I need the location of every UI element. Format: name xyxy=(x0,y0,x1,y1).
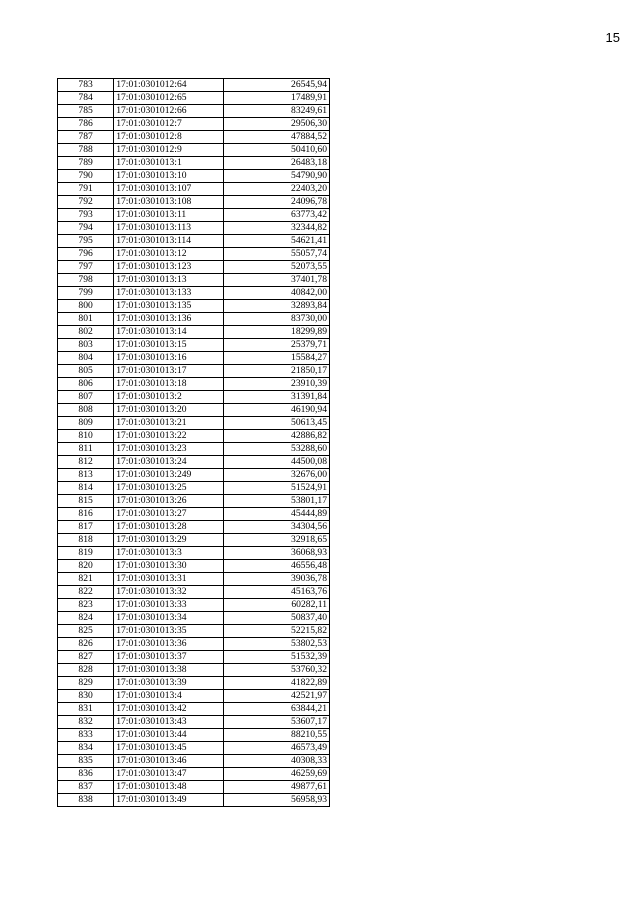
cadastral-number-cell: 17:01:0301012:7 xyxy=(114,118,223,131)
cadastral-value-cell: 45163,76 xyxy=(223,586,329,599)
table-row xyxy=(58,248,330,261)
cadastral-value-cell: 15584,27 xyxy=(223,352,329,365)
cadastral-number-cell: 17:01:0301013:12 xyxy=(114,248,223,261)
cadastral-value-cell: 32676,00 xyxy=(223,469,329,482)
table-row xyxy=(58,599,330,612)
table-row xyxy=(58,742,330,755)
row-number-cell: 822 xyxy=(58,586,114,599)
table-row xyxy=(58,586,330,599)
table-row xyxy=(58,404,330,417)
cadastral-value-cell: 32893,84 xyxy=(223,300,329,313)
table-row xyxy=(58,274,330,287)
cadastral-value-cell: 32344,82 xyxy=(223,222,329,235)
cadastral-value-cell: 46556,48 xyxy=(223,560,329,573)
cadastral-number-cell: 17:01:0301013:24 xyxy=(114,456,223,469)
cadastral-value-cell: 46190,94 xyxy=(223,404,329,417)
row-number-cell: 816 xyxy=(58,508,114,521)
table-row xyxy=(58,105,330,118)
table-row xyxy=(58,170,330,183)
table-row xyxy=(58,612,330,625)
row-number-cell: 814 xyxy=(58,482,114,495)
cadastral-value-cell: 83249,61 xyxy=(223,105,329,118)
table-row xyxy=(58,235,330,248)
page-number: 15 xyxy=(605,30,620,45)
cadastral-number-cell: 17:01:0301013:37 xyxy=(114,651,223,664)
row-number-cell: 786 xyxy=(58,118,114,131)
table-row xyxy=(58,131,330,144)
table-row xyxy=(58,196,330,209)
cadastral-number-cell: 17:01:0301013:114 xyxy=(114,235,223,248)
row-number-cell: 803 xyxy=(58,339,114,352)
row-number-cell: 799 xyxy=(58,287,114,300)
table-row xyxy=(58,183,330,196)
cadastral-value-table xyxy=(57,78,330,807)
cadastral-number-cell: 17:01:0301013:28 xyxy=(114,521,223,534)
table-row xyxy=(58,313,330,326)
cadastral-number-cell: 17:01:0301013:123 xyxy=(114,261,223,274)
cadastral-number-cell: 17:01:0301013:25 xyxy=(114,482,223,495)
row-number-cell: 819 xyxy=(58,547,114,560)
table-row xyxy=(58,469,330,482)
cadastral-value-cell: 52215,82 xyxy=(223,625,329,638)
cadastral-value-cell: 53288,60 xyxy=(223,443,329,456)
table-row xyxy=(58,508,330,521)
cadastral-number-cell: 17:01:0301013:38 xyxy=(114,664,223,677)
row-number-cell: 783 xyxy=(58,79,114,92)
row-number-cell: 801 xyxy=(58,313,114,326)
cadastral-value-cell: 60282,11 xyxy=(223,599,329,612)
row-number-cell: 811 xyxy=(58,443,114,456)
cadastral-value-cell: 53801,17 xyxy=(223,495,329,508)
row-number-cell: 812 xyxy=(58,456,114,469)
row-number-cell: 787 xyxy=(58,131,114,144)
cadastral-value-cell: 50613,45 xyxy=(223,417,329,430)
cadastral-value-cell: 37401,78 xyxy=(223,274,329,287)
cadastral-value-cell: 88210,55 xyxy=(223,729,329,742)
cadastral-value-cell: 63773,42 xyxy=(223,209,329,222)
table-body xyxy=(58,79,330,807)
table-row xyxy=(58,755,330,768)
table-row xyxy=(58,443,330,456)
cadastral-number-cell: 17:01:0301013:35 xyxy=(114,625,223,638)
table-row xyxy=(58,521,330,534)
cadastral-number-cell: 17:01:0301013:22 xyxy=(114,430,223,443)
table-row xyxy=(58,417,330,430)
row-number-cell: 813 xyxy=(58,469,114,482)
cadastral-value-cell: 63844,21 xyxy=(223,703,329,716)
cadastral-number-cell: 17:01:0301013:21 xyxy=(114,417,223,430)
row-number-cell: 837 xyxy=(58,781,114,794)
cadastral-value-cell: 51532,39 xyxy=(223,651,329,664)
cadastral-number-cell: 17:01:0301013:136 xyxy=(114,313,223,326)
table-row xyxy=(58,690,330,703)
cadastral-number-cell: 17:01:0301013:15 xyxy=(114,339,223,352)
row-number-cell: 796 xyxy=(58,248,114,261)
cadastral-number-cell: 17:01:0301012:65 xyxy=(114,92,223,105)
row-number-cell: 785 xyxy=(58,105,114,118)
table-row xyxy=(58,547,330,560)
row-number-cell: 792 xyxy=(58,196,114,209)
cadastral-number-cell: 17:01:0301013:31 xyxy=(114,573,223,586)
row-number-cell: 826 xyxy=(58,638,114,651)
cadastral-value-cell: 49877,61 xyxy=(223,781,329,794)
cadastral-value-cell: 24096,78 xyxy=(223,196,329,209)
row-number-cell: 825 xyxy=(58,625,114,638)
cadastral-number-cell: 17:01:0301013:14 xyxy=(114,326,223,339)
cadastral-number-cell: 17:01:0301013:107 xyxy=(114,183,223,196)
cadastral-number-cell: 17:01:0301013:42 xyxy=(114,703,223,716)
row-number-cell: 784 xyxy=(58,92,114,105)
table-row xyxy=(58,209,330,222)
cadastral-value-cell: 47884,52 xyxy=(223,131,329,144)
cadastral-number-cell: 17:01:0301013:133 xyxy=(114,287,223,300)
table-row xyxy=(58,287,330,300)
cadastral-number-cell: 17:01:0301013:39 xyxy=(114,677,223,690)
cadastral-value-cell: 45444,89 xyxy=(223,508,329,521)
table-row xyxy=(58,560,330,573)
cadastral-number-cell: 17:01:0301013:16 xyxy=(114,352,223,365)
cadastral-number-cell: 17:01:0301013:34 xyxy=(114,612,223,625)
cadastral-value-cell: 42886,82 xyxy=(223,430,329,443)
cadastral-number-cell: 17:01:0301013:49 xyxy=(114,794,223,807)
row-number-cell: 820 xyxy=(58,560,114,573)
cadastral-value-cell: 46573,49 xyxy=(223,742,329,755)
cadastral-number-cell: 17:01:0301013:45 xyxy=(114,742,223,755)
row-number-cell: 832 xyxy=(58,716,114,729)
table-row xyxy=(58,625,330,638)
cadastral-number-cell: 17:01:0301013:18 xyxy=(114,378,223,391)
row-number-cell: 806 xyxy=(58,378,114,391)
cadastral-number-cell: 17:01:0301012:66 xyxy=(114,105,223,118)
cadastral-number-cell: 17:01:0301013:32 xyxy=(114,586,223,599)
row-number-cell: 838 xyxy=(58,794,114,807)
table-row xyxy=(58,703,330,716)
table-row xyxy=(58,300,330,313)
row-number-cell: 788 xyxy=(58,144,114,157)
row-number-cell: 821 xyxy=(58,573,114,586)
cadastral-value-cell: 54621,41 xyxy=(223,235,329,248)
table-row xyxy=(58,365,330,378)
cadastral-value-cell: 41822,89 xyxy=(223,677,329,690)
cadastral-value-cell: 53607,17 xyxy=(223,716,329,729)
table-row xyxy=(58,677,330,690)
table-row xyxy=(58,729,330,742)
table-row xyxy=(58,534,330,547)
cadastral-value-cell: 50410,60 xyxy=(223,144,329,157)
cadastral-value-cell: 21850,17 xyxy=(223,365,329,378)
cadastral-number-cell: 17:01:0301013:17 xyxy=(114,365,223,378)
cadastral-value-cell: 46259,69 xyxy=(223,768,329,781)
table-row xyxy=(58,664,330,677)
cadastral-value-cell: 56958,93 xyxy=(223,794,329,807)
cadastral-value-cell: 39036,78 xyxy=(223,573,329,586)
row-number-cell: 831 xyxy=(58,703,114,716)
cadastral-number-cell: 17:01:0301013:3 xyxy=(114,547,223,560)
row-number-cell: 815 xyxy=(58,495,114,508)
cadastral-value-cell: 51524,91 xyxy=(223,482,329,495)
cadastral-value-cell: 55057,74 xyxy=(223,248,329,261)
table-row xyxy=(58,768,330,781)
row-number-cell: 798 xyxy=(58,274,114,287)
row-number-cell: 834 xyxy=(58,742,114,755)
table-row xyxy=(58,391,330,404)
cadastral-value-cell: 26545,94 xyxy=(223,79,329,92)
cadastral-number-cell: 17:01:0301013:1 xyxy=(114,157,223,170)
cadastral-number-cell: 17:01:0301012:8 xyxy=(114,131,223,144)
row-number-cell: 795 xyxy=(58,235,114,248)
cadastral-value-cell: 83730,00 xyxy=(223,313,329,326)
table-row xyxy=(58,326,330,339)
row-number-cell: 830 xyxy=(58,690,114,703)
cadastral-value-cell: 53802,53 xyxy=(223,638,329,651)
table-row xyxy=(58,781,330,794)
row-number-cell: 804 xyxy=(58,352,114,365)
row-number-cell: 833 xyxy=(58,729,114,742)
row-number-cell: 809 xyxy=(58,417,114,430)
table-row xyxy=(58,352,330,365)
table-row xyxy=(58,638,330,651)
cadastral-value-cell: 42521,97 xyxy=(223,690,329,703)
cadastral-value-cell: 22403,20 xyxy=(223,183,329,196)
row-number-cell: 829 xyxy=(58,677,114,690)
cadastral-value-cell: 31391,84 xyxy=(223,391,329,404)
cadastral-value-cell: 52073,55 xyxy=(223,261,329,274)
cadastral-number-cell: 17:01:0301013:11 xyxy=(114,209,223,222)
row-number-cell: 818 xyxy=(58,534,114,547)
row-number-cell: 808 xyxy=(58,404,114,417)
cadastral-number-cell: 17:01:0301012:64 xyxy=(114,79,223,92)
table-row xyxy=(58,79,330,92)
cadastral-number-cell: 17:01:0301013:108 xyxy=(114,196,223,209)
cadastral-number-cell: 17:01:0301013:43 xyxy=(114,716,223,729)
table-row xyxy=(58,430,330,443)
row-number-cell: 827 xyxy=(58,651,114,664)
cadastral-value-cell: 40308,33 xyxy=(223,755,329,768)
cadastral-value-cell: 36068,93 xyxy=(223,547,329,560)
row-number-cell: 791 xyxy=(58,183,114,196)
row-number-cell: 802 xyxy=(58,326,114,339)
cadastral-number-cell: 17:01:0301013:27 xyxy=(114,508,223,521)
cadastral-number-cell: 17:01:0301012:9 xyxy=(114,144,223,157)
row-number-cell: 828 xyxy=(58,664,114,677)
row-number-cell: 805 xyxy=(58,365,114,378)
row-number-cell: 800 xyxy=(58,300,114,313)
cadastral-number-cell: 17:01:0301013:44 xyxy=(114,729,223,742)
table-row xyxy=(58,456,330,469)
table-row xyxy=(58,144,330,157)
row-number-cell: 824 xyxy=(58,612,114,625)
cadastral-number-cell: 17:01:0301013:2 xyxy=(114,391,223,404)
row-number-cell: 794 xyxy=(58,222,114,235)
row-number-cell: 835 xyxy=(58,755,114,768)
cadastral-value-cell: 26483,18 xyxy=(223,157,329,170)
cadastral-value-cell: 25379,71 xyxy=(223,339,329,352)
cadastral-value-cell: 40842,00 xyxy=(223,287,329,300)
cadastral-value-cell: 23910,39 xyxy=(223,378,329,391)
row-number-cell: 797 xyxy=(58,261,114,274)
table-row xyxy=(58,157,330,170)
table-row xyxy=(58,92,330,105)
cadastral-number-cell: 17:01:0301013:29 xyxy=(114,534,223,547)
cadastral-value-cell: 18299,89 xyxy=(223,326,329,339)
cadastral-value-cell: 29506,30 xyxy=(223,118,329,131)
row-number-cell: 793 xyxy=(58,209,114,222)
table-row xyxy=(58,482,330,495)
table-row xyxy=(58,651,330,664)
cadastral-number-cell: 17:01:0301013:46 xyxy=(114,755,223,768)
cadastral-value-cell: 17489,91 xyxy=(223,92,329,105)
cadastral-number-cell: 17:01:0301013:23 xyxy=(114,443,223,456)
cadastral-value-cell: 34304,56 xyxy=(223,521,329,534)
cadastral-number-cell: 17:01:0301013:33 xyxy=(114,599,223,612)
table-row xyxy=(58,573,330,586)
table-row xyxy=(58,118,330,131)
cadastral-value-cell: 32918,65 xyxy=(223,534,329,547)
cadastral-number-cell: 17:01:0301013:30 xyxy=(114,560,223,573)
cadastral-value-cell: 53760,32 xyxy=(223,664,329,677)
row-number-cell: 823 xyxy=(58,599,114,612)
row-number-cell: 807 xyxy=(58,391,114,404)
cadastral-number-cell: 17:01:0301013:26 xyxy=(114,495,223,508)
row-number-cell: 789 xyxy=(58,157,114,170)
cadastral-number-cell: 17:01:0301013:13 xyxy=(114,274,223,287)
row-number-cell: 817 xyxy=(58,521,114,534)
cadastral-number-cell: 17:01:0301013:36 xyxy=(114,638,223,651)
row-number-cell: 790 xyxy=(58,170,114,183)
cadastral-number-cell: 17:01:0301013:20 xyxy=(114,404,223,417)
cadastral-value-cell: 50837,40 xyxy=(223,612,329,625)
cadastral-value-cell: 44500,08 xyxy=(223,456,329,469)
cadastral-number-cell: 17:01:0301013:48 xyxy=(114,781,223,794)
row-number-cell: 836 xyxy=(58,768,114,781)
row-number-cell: 810 xyxy=(58,430,114,443)
table-row xyxy=(58,222,330,235)
cadastral-number-cell: 17:01:0301013:10 xyxy=(114,170,223,183)
table-row xyxy=(58,495,330,508)
cadastral-number-cell: 17:01:0301013:4 xyxy=(114,690,223,703)
table-row xyxy=(58,339,330,352)
cadastral-number-cell: 17:01:0301013:135 xyxy=(114,300,223,313)
cadastral-number-cell: 17:01:0301013:249 xyxy=(114,469,223,482)
table-row xyxy=(58,716,330,729)
table-row xyxy=(58,378,330,391)
cadastral-number-cell: 17:01:0301013:47 xyxy=(114,768,223,781)
table-row xyxy=(58,794,330,807)
cadastral-value-cell: 54790,90 xyxy=(223,170,329,183)
cadastral-number-cell: 17:01:0301013:113 xyxy=(114,222,223,235)
table-row xyxy=(58,261,330,274)
